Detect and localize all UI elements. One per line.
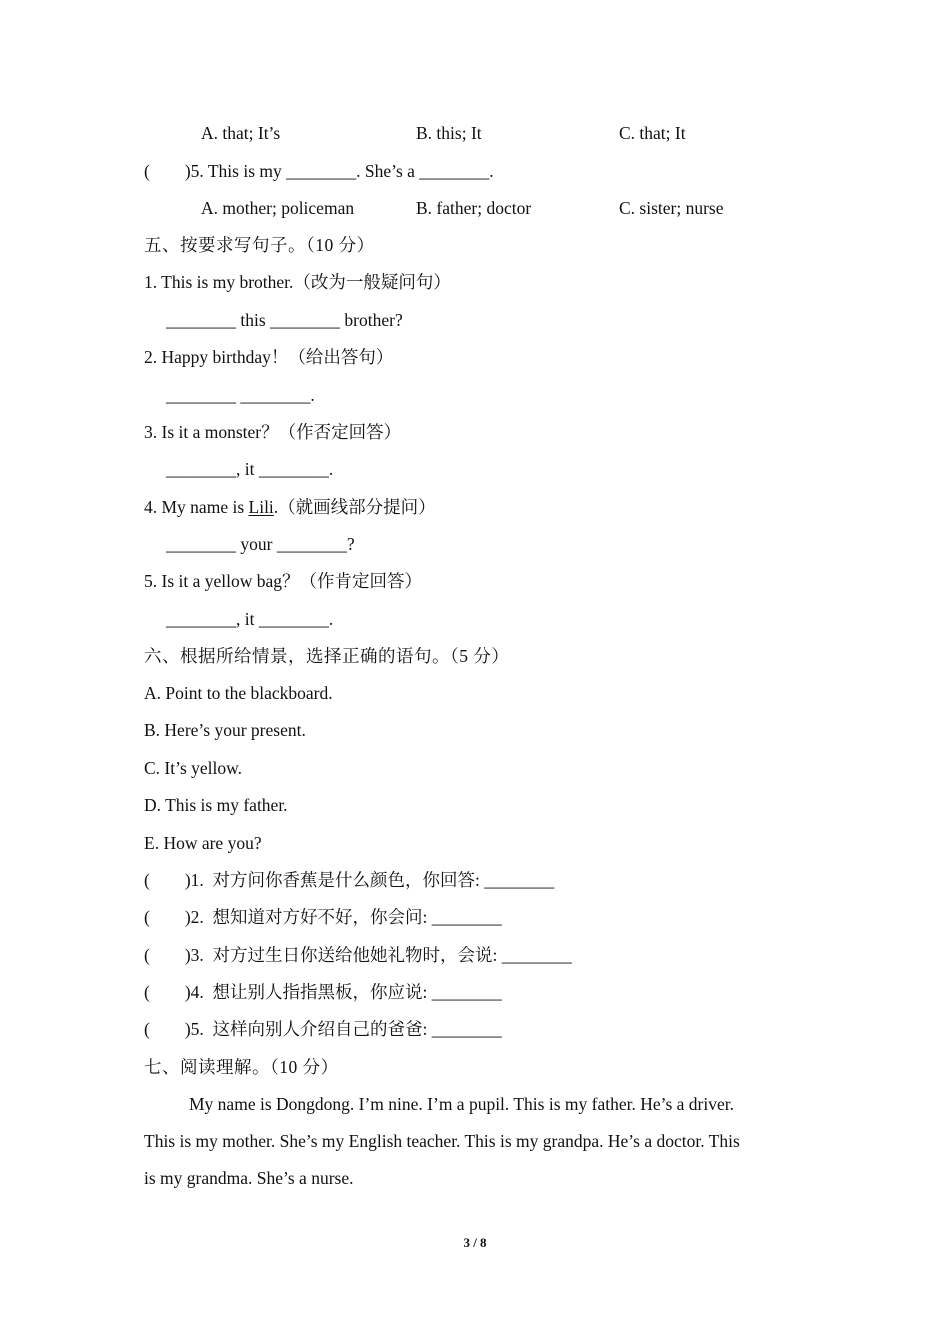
page-number: 3 / 8 [463, 1235, 487, 1250]
answer-line: ________ ________. [166, 385, 315, 405]
question-item: 2. Happy birthday！（给出答句） [144, 347, 394, 367]
scenario-item: ( )1. 对方问你香蕉是什么颜色，你回答: ________ [144, 870, 555, 890]
choice-option: D. This is my father. [144, 795, 288, 815]
choice-option: E. How are you? [144, 833, 262, 853]
question-text: .（就画线部分提问） [273, 497, 436, 517]
passage-line: is my grandma. She’s a nurse. [144, 1168, 354, 1188]
answer-line: ________ your ________? [166, 534, 355, 554]
scenario-item: ( )5. 这样向别人介绍自己的爸爸: ________ [144, 1019, 502, 1039]
choice-option: A. Point to the blackboard. [144, 683, 333, 703]
answer-line: ________, it ________. [166, 609, 334, 629]
choice-option: C. It’s yellow. [144, 758, 243, 778]
section-heading: 六、根据所给情景，选择正确的语句。（5 分） [144, 646, 510, 666]
scenario-item: ( )3. 对方过生日你送给他她礼物时，会说: ________ [144, 945, 572, 965]
question-item: ( )5. This is my ________. She’s a ________. [144, 161, 494, 181]
option-a: A. that; It’s [201, 123, 281, 143]
scenario-item: ( )2. 想知道对方好不好，你会问: ________ [144, 907, 502, 927]
option-a: A. mother; policeman [201, 198, 355, 218]
answer-line: ________, it ________. [166, 459, 334, 479]
option-c: C. sister; nurse [619, 198, 724, 218]
answer-line: ________ this ________ brother? [166, 310, 403, 330]
section-heading: 五、按要求写句子。（10 分） [144, 235, 375, 255]
underlined-word: Lili [248, 497, 274, 517]
scenario-item: ( )4. 想让别人指指黑板，你应说: ________ [144, 982, 502, 1002]
passage-line: This is my mother. She’s my English teacher. This is my grandpa. He’s a doctor. This [144, 1131, 740, 1151]
choice-option: B. Here’s your present. [144, 720, 306, 740]
option-b: B. father; doctor [416, 198, 532, 218]
question-item [144, 496, 436, 518]
question-text: 4. My name is [144, 497, 249, 517]
section-heading: 七、阅读理解。（10 分） [144, 1057, 339, 1077]
option-c: C. that; It [619, 123, 686, 143]
option-b: B. this; It [416, 123, 482, 143]
question-item: 3. Is it a monster？（作否定回答） [144, 422, 402, 442]
question-item: 5. Is it a yellow bag？（作肯定回答） [144, 571, 423, 591]
passage-line: My name is Dongdong. I’m nine. I’m a pupil. This is my father. He’s a driver. [189, 1094, 735, 1114]
question-item: 1. This is my brother.（改为一般疑问句） [144, 272, 451, 292]
